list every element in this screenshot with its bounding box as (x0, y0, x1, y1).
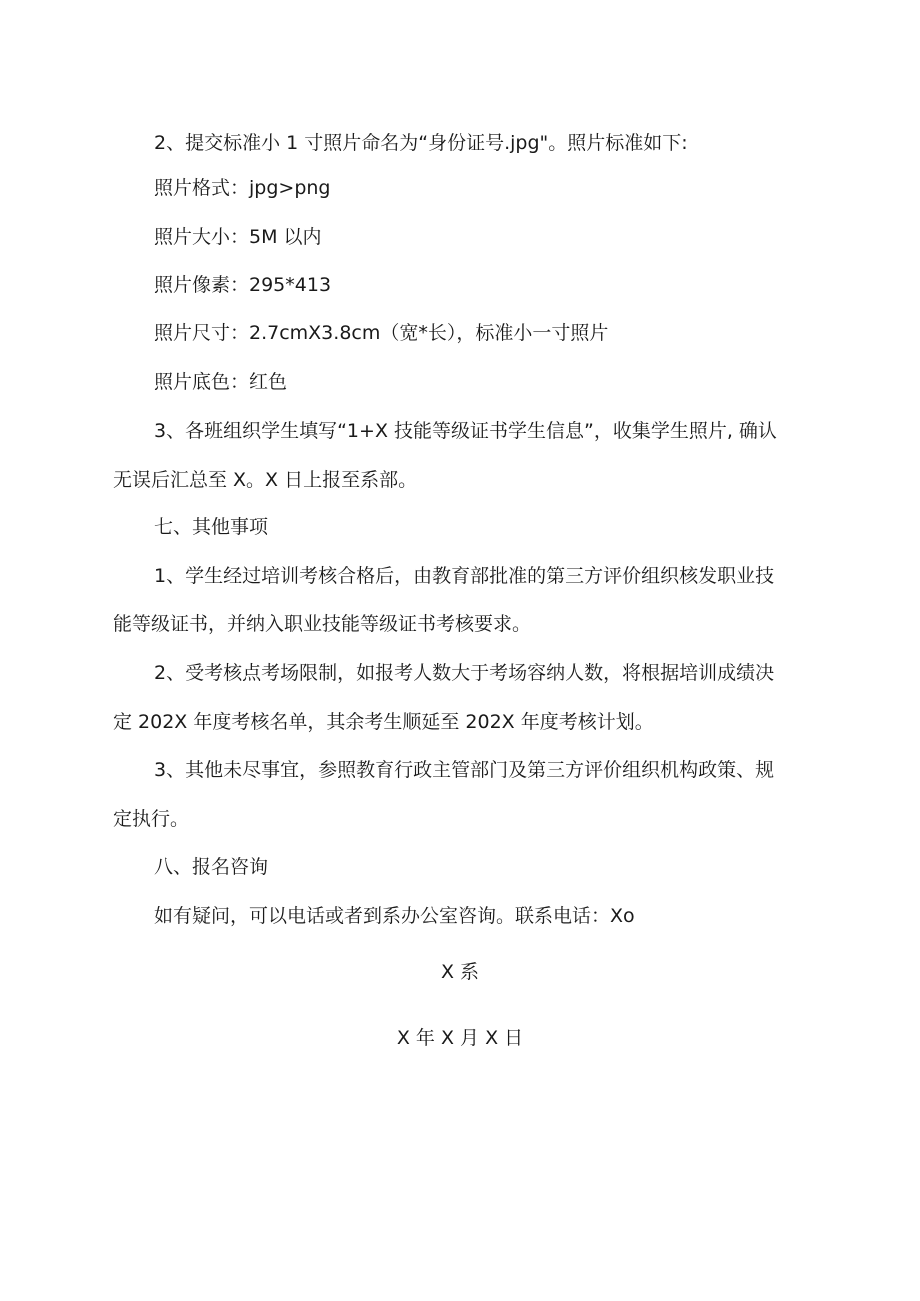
signature-date: X 年 X 月 X 日 (396, 1027, 524, 1049)
photo-size-line: 照片大小：5M 以内 (154, 226, 322, 248)
photo-pixels-line: 照片像素：295*413 (154, 274, 332, 296)
other-matters-paragraph-line-1: 3、其他未尽事宜，参照教育行政主管部门及第三方评价组织机构政策、规 (154, 759, 775, 781)
section-heading-registration-consultation: 八、报名咨询 (154, 856, 269, 878)
class-collection-paragraph-line-2: 无误后汇总至 X。X 日上报至系部。 (113, 469, 418, 491)
photo-dimensions-line: 照片尺寸：2.7cmX3.8cm（宽*长），标准小一寸照片 (154, 322, 609, 344)
section-heading-other-matters: 七、其他事项 (154, 516, 269, 538)
photo-format-line: 照片格式：jpg>png (154, 177, 331, 199)
photo-submission-paragraph: 2、提交标准小 1 寸照片命名为“身份证号.jpg"。照片标准如下: (154, 132, 688, 154)
other-matters-paragraph-line-2: 定执行。 (113, 808, 190, 830)
photo-background-line: 照片底色：红色 (154, 371, 288, 393)
certificate-paragraph-line-1: 1、学生经过培训考核合格后，由教育部批准的第三方评价组织核发职业技 (154, 565, 775, 587)
signature-department: X 系 (440, 961, 480, 983)
contact-paragraph: 如有疑问，可以电话或者到系办公室咨询。联系电话：Xo (154, 905, 635, 927)
certificate-paragraph-line-2: 能等级证书，并纳入职业技能等级证书考核要求。 (113, 613, 532, 635)
class-collection-paragraph-line-1: 3、各班组织学生填写“1+X 技能等级证书学生信息”，收集学生照片, 确认 (154, 420, 777, 442)
exam-limit-paragraph-line-2: 定 202X 年度考核名单，其余考生顺延至 202X 年度考核计划。 (113, 711, 654, 733)
exam-limit-paragraph-line-1: 2、受考核点考场限制，如报考人数大于考场容纳人数，将根据培训成绩决 (154, 662, 775, 684)
